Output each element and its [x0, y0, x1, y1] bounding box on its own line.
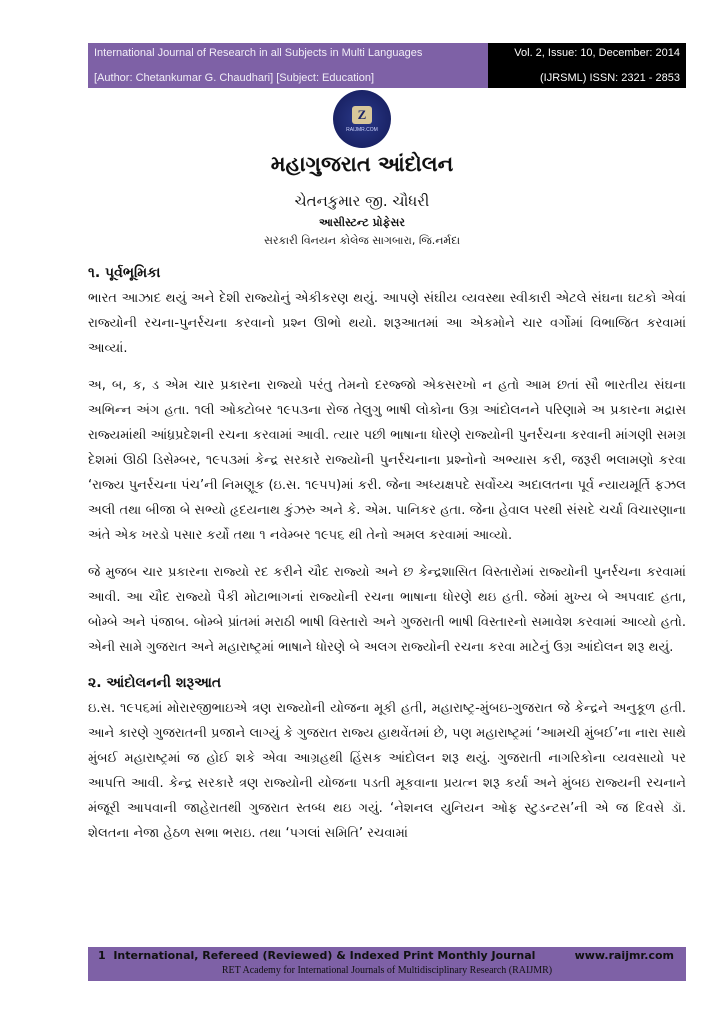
author-subject: [Author: Chetankumar G. Chaudhari] [Subject: Education] — [94, 72, 375, 84]
article-title: મહાગુજરાત આંદોલન — [270, 152, 454, 176]
author-role: આસીસ્ટન્ટ પ્રોફેસર — [319, 216, 405, 229]
paragraph: જે મુજબ ચાર પ્રકારના રાજ્યો રદ કરીને ચૌદ રાજ્યો અને છ કેન્દ્રશાસિત વિસ્તારોમાં રાજ્યોની પુનર્રચના કરવામાં આવી. આ ચૌદ રાજ્યો પૈકી મોટાભાગનાં રાજ્યોની રચના ભાષાના ધોરણે થઇ હતી. જેમાં મુખ્ય બે અપવાદ હતા, બોમ્બે અને પંજાબ. બોમ્બે પ્રાંતમાં મરાઠી ભાષી વિસ્તારો અને ગુજરાતી ભાષી વિસ્તારનો સમાવેશ કરવામાં આવ્યો હતો. એની સામે ગુજરાત અને મહારાષ્ટ્રમાં ભાષાને ધોરણે બે અલગ રાજ્યોની રચના કરવા માટેનું ઉગ્ર આંદોલન શરૂ થયું. — [88, 565, 686, 655]
section-heading: ૨. આંદોલનની શરૂઆત — [88, 675, 222, 691]
journal-footer — [88, 947, 686, 981]
quill-icon: Z — [352, 106, 372, 124]
journal-name: International Journal of Research in all Subjects in Multi Languages — [94, 47, 423, 59]
article-author: ચેતનકુમાર જી. ચૌધરી — [294, 192, 430, 210]
volume-issue: Vol. 2, Issue: 10, December: 2014 — [514, 47, 680, 59]
paragraph: ભારત આઝાદ થયું અને દેશી રાજ્યોનું એકીકરણ થયું. આપણે સંઘીય વ્યવસ્થા સ્વીકારી એટલે સંઘના ઘટકો એવાં રાજ્યોની રચના-પુનર્રચના કરવાનો પ્રશ્ન ઊભો થયો. શરૂઆતમાં આ એકમોને ચાર વર્ગોમાં વિભાજિત કરવામાં આવ્યાં. — [88, 291, 686, 356]
header-right — [488, 43, 686, 88]
paragraph: અ, બ, ક, ડ એમ ચાર પ્રકારના રાજ્યો પરંતુ તેમનો દરજ્જો એકસરખો ન હતો આમ છતાં સૌ ભારતીય સંઘના અભિન્ન અંગ હતા. ૧લી ઓક્ટોબર ૧૯૫૩ના રોજ તેલુગુ ભાષી લોકોના ઉગ્ર આંદોલનને પરિણામે અ પ્રકારના મદ્રાસ રાજ્યમાંથી આંધ્રપ્રદેશની રચના કરવામાં આવી. ત્યાર પછી ભાષાના ધોરણે રાજ્યોની પુનર્રચના કરવાની માંગણી સમગ્ર દેશમાં ઊઠી ડિસેમ્બર, ૧૯૫૩માં કેન્દ્ર સરકારે રાજ્યોની પુનર્રચનાના પ્રશ્નોનો અભ્યાસ કરી, જરૂરી ભલામણો કરવા ‘રાજ્ય પુનર્રચના પંચ’ની નિમણૂક (ઇ.સ. ૧૯૫૫)માં કરી. જેના અધ્યક્ષપદે સર્વોચ્ચ અદાલતના પૂર્વ ન્યાયમૂર્તિ ફઝલ અલી તથા બીજા બે સભ્યો હૃદયનાથ કુંઝરુ અને કે. એમ. પાનિકર હતા. જેના હેવાલ પરથી સંસદે ચર્ચા વિચારણાના અંતે એક ખરડો પસાર કર્યો તથા ૧ નવેમ્બર ૧૯૫૬ થી તેનો અમલ કરવામાં આવ્યો. — [88, 378, 686, 543]
website-link[interactable]: www.raijmr.com — [574, 949, 674, 962]
publisher: RET Academy for International Journals of Multidisciplinary Research (RAIJMR) — [221, 965, 553, 976]
article-body — [88, 262, 686, 858]
issn: (IJRSML) ISSN: 2321 - 2853 — [539, 72, 680, 84]
journal-header — [88, 43, 686, 88]
paragraph: ઇ.સ. ૧૯૫૬માં મોરારજીભાઇએ ત્રણ રાજ્યોની યોજના મૂકી હતી, મહારાષ્ટ્ર-મુંબઇ-ગુજરાત જે કેન્દ્રને અનુકૂળ હતી. આને કારણે ગુજરાતની પ્રજાને લાગ્યું કે ગુજરાત રાજ્ય હાથવેંતમાં છે, પણ મહારાષ્ટ્રમાં ‘આમચી મુંબઈ’ના નારા સાથે મુંબઈ મહારાષ્ટ્રમાં જ હોઈ શકે એવા આગ્રહથી હિંસક આંદોલન શરૂ થયું. ગુજરાતી નાગરિકોના વ્યવસાયો પર આપત્તિ આવી. કેન્દ્ર સરકારે ત્રણ રાજ્યોની યોજના પડતી મૂકવાના પ્રયત્ન શરૂ કર્યા અને મુંબઇ રાજ્યની રચનાને મંજૂરી આપવાની જાહેરાતથી ગુજરાત સ્તબ્ધ થઇ ગયું. ‘નેશનલ યુનિયન ઓફ સ્ટુડન્ટસ’ની એ જ દિવસે ડૉ. શેલતના નેજા હેઠળ સભા ભરાઇ. તથા ‘પગલાં સમિતિ’ રચવામાં — [88, 701, 686, 841]
journal-logo — [333, 90, 391, 148]
footer-journal-line — [98, 949, 535, 962]
journal-type: International, Refereed (Reviewed) & Indexed Print Monthly Journal — [113, 949, 536, 962]
author-college: સરકારી વિનયન કોલેજ સાગબારા, જિ.નર્મદા — [263, 234, 461, 247]
logo-text: RAIJMR.COM — [346, 126, 378, 133]
header-left — [88, 43, 488, 88]
section-heading: ૧. પૂર્વભૂમિકા — [88, 265, 161, 281]
page-number: 1 — [98, 949, 106, 962]
